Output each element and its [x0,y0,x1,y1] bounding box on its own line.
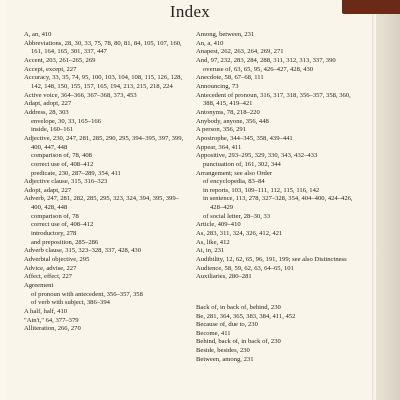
index-entry: Audience, 58, 59, 62, 63, 64–65, 101 [196,264,294,272]
index-entry: "Ain't," 64, 377–379 [24,316,79,324]
index-entry: Adverbial objective, 295 [24,256,90,264]
index-entry: Announcing, 73 [196,82,239,90]
page-edge [376,14,400,400]
index-subentry: correct use of, 408–412 [31,160,94,168]
index-entry: Anybody, anyone, 356, 448 [196,117,269,125]
index-entry: Behind, back of, in back of, 230 [196,338,281,346]
index-entry: Adverb, 247, 281, 282, 285, 295, 323, 324, 394, 395, 399–400, 428, 448 [24,195,179,212]
index-entry: Antecedent of pronoun, 316, 317, 318, 356–357, 358, 360, 388, 415, 419–421 [196,91,351,108]
index-entry: Agreement [24,282,54,290]
index-entry: Adverb clause, 315, 323–328, 337, 428, 430 [24,247,142,255]
index-entry: Anapest, 262, 263, 264, 269, 271 [196,48,284,56]
index-entry: Become, 411 [196,329,231,337]
index-entry: Adjective, 230, 247, 281, 285, 290, 295, 394–395, 397, 399, 400, 447, 448 [24,134,184,151]
index-entry: Arrangement; see also Order [196,169,272,177]
index-subentry: introductory, 278 [31,230,77,238]
index-subentry: comparison of, 78 [31,212,79,220]
index-entry: As, 283, 311, 324, 326, 412, 421 [196,230,283,238]
book-page [8,0,372,400]
index-entry: Be, 281, 364, 365, 383, 384, 411, 452 [196,312,296,320]
bookmark-ribbon [342,0,400,14]
index-entry: Adapt, adopt, 227 [24,100,72,108]
index-entry: Accent, 203, 261–265, 269 [24,56,96,64]
index-subentry: punctuation of, 161, 302, 344 [203,160,281,168]
index-subentry: predicate, 230, 287–289, 354, 411 [31,169,121,177]
index-entry: Because of, due to, 230 [196,321,258,329]
index-entry: As, like, 412 [196,238,230,246]
index-entry: Auxiliaries, 280–281 [196,273,252,281]
index-entry: Beside, besides, 230 [196,347,250,355]
index-entry: Article, 409–410 [196,221,241,229]
index-entry: An, a, 410 [196,39,224,47]
index-subentry: of verb with subject, 386–394 [31,299,110,307]
index-entry: Appositive, 293–295, 329, 330, 343, 432–433 [196,152,318,160]
index-subentry: comparison of, 78, 408 [31,152,92,160]
index-column-left [24,31,187,334]
index-entry: Affect, effect, 227 [24,273,73,281]
index-entry: Apostrophe, 344–345, 358, 439–441 [196,134,293,142]
index-subentry: correct use of, 408–412 [31,221,94,229]
index-entry: Accept, except, 227 [24,65,77,73]
index-entry: Address, 28, 303 [24,108,69,116]
index-subentry: of social letter, 28–30, 33 [203,212,271,220]
index-subentry: inside, 160–161 [31,126,74,134]
index-entry: Among, between, 231 [196,31,255,38]
index-entry: Between, among, 231 [196,355,254,363]
index-entry: Abbreviations, 28, 30, 33, 75, 78, 80, 81, 84, 105, 107, 160, 161, 164, 165, 301, 337, 447 [24,39,182,56]
index-entry: A person, 356, 291 [196,126,247,134]
index-gap [196,289,354,298]
index-subentry: in sentence, 113, 278, 327–328, 354, 404–400, 424–426, 428–429 [203,195,353,212]
index-entry: Audibility, 12, 62, 65, 96, 191, 199; see also Distinctness [196,256,347,264]
index-entry: A half, half, 410 [24,308,68,315]
index-entry: Alliteration, 266, 270 [24,325,81,333]
index-entry: Adopt, adapt, 227 [24,186,72,194]
index-entry: At, in, 231 [196,247,225,255]
index-subentry: and preposition, 285–286 [31,238,99,246]
index-entry: Adjective clause, 315, 316–323 [24,178,108,186]
index-entry: Advice, advise, 227 [24,264,77,272]
index-column-right [196,31,354,364]
page-title: Index [169,2,211,21]
index-entry: A, an, 410 [24,31,52,38]
index-entry: Antonyms, 78, 218–220 [196,108,260,116]
index-entry: Back of, in back of, behind, 230 [196,303,281,311]
index-subentry: of pronoun with antecedent, 356–357, 358 [31,290,143,298]
index-entry: Accuracy, 33, 35, 74, 95, 100, 103, 104, 108, 115, 126, 128, 142, 148, 150, 155, 157, 165, 194, 213, 215, 218, 224 [24,74,183,90]
index-entry: Active voice, 364–366, 367–368, 373, 453 [24,91,137,99]
index-subentry: overuse of, 63, 65, 95, 426–427, 428, 430 [203,65,314,73]
index-entry: Anecdote, 58, 67–68, 111 [196,74,264,82]
index-subentry: in reports, 103, 109–111, 112, 115, 116, 142 [203,186,320,194]
index-subentry: envelope, 30, 33, 165–166 [31,117,101,125]
index-entry: Appear, 364, 411 [196,143,242,151]
index-entry: And, 97, 232, 283, 284, 288, 311, 312, 313, 337, 390 [196,56,336,64]
index-subentry: of encyclopedia, 83–84 [203,178,265,186]
